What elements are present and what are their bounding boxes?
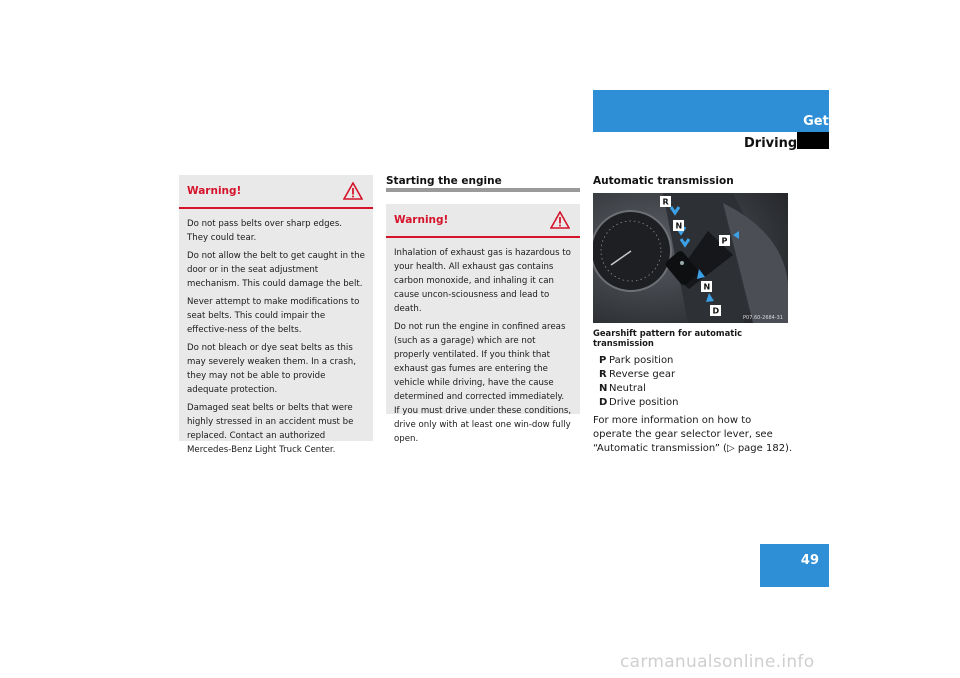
gearshift-illustration	[593, 193, 788, 323]
gear-label-p: P	[721, 236, 728, 246]
legend-key: P	[599, 355, 607, 366]
figure-caption: Gearshift pattern for automatic transmission	[593, 328, 743, 348]
page-number: 49	[800, 553, 819, 568]
warning-title: Warning!	[187, 185, 242, 197]
warning-paragraph: Do not run the engine in confined areas (such as a garage) which are not properly ventilated. If you think that exhaust gas fumes are entering the vehicle while driving, have the cause determined and corrected immediately. If you must drive under these conditions, drive only with at least one win-dow fully open.	[394, 322, 572, 444]
warning-paragraph: Do not pass belts over sharp edges. They could tear.	[187, 219, 343, 243]
section-heading-starting-engine: Starting the engine	[386, 175, 502, 187]
warning-header	[179, 175, 373, 209]
warning-body	[179, 209, 373, 469]
warning-paragraph: Do not bleach or dye seat belts as this may severely weaken them. In a crash, they may not be able to provide adequate protection.	[187, 343, 356, 395]
page-number-box	[760, 544, 829, 587]
footer-watermark: carmanualsonline.info	[620, 652, 815, 672]
warning-paragraph: Inhalation of exhaust gas is hazardous to your health. All exhaust gas contains carbon monoxide, and inhaling it can cause uncon-sciousness and lead to death.	[394, 248, 571, 314]
legend-text: Reverse gear	[609, 369, 676, 380]
more-info-paragraph: For more information on how to operate the gear selector lever, see “Automatic transmission” (▷ page 182).	[593, 415, 793, 454]
legend-text: Park position	[609, 355, 674, 366]
warning-header	[386, 204, 580, 238]
warning-paragraph: Do not allow the belt to get caught in the door or in the seat adjustment mechanism. This could damage the belt.	[187, 251, 365, 289]
warning-paragraph: Never attempt to make modifications to seat belts. This could impair the effective-ness of the belts.	[187, 297, 360, 335]
warning-paragraph: Damaged seat belts or belts that were highly stressed in an accident must be replaced. Contact an authorized Mercedes-Benz Light Truck Center.	[187, 403, 354, 455]
warning-triangle-icon	[343, 182, 363, 200]
gear-legend	[599, 354, 678, 410]
gear-label-d: D	[712, 306, 720, 316]
legend-item	[599, 354, 678, 368]
gear-label-n: N	[675, 221, 683, 231]
warning-box-exhaust	[386, 204, 580, 444]
legend-item	[599, 382, 678, 396]
warning-box-seat-belts	[179, 175, 373, 455]
legend-text: Neutral	[609, 383, 646, 394]
legend-key: N	[599, 383, 608, 394]
section-title: Driving	[744, 136, 798, 151]
legend-key: D	[599, 397, 608, 408]
chapter-title: Getting started	[803, 114, 916, 129]
gearshift-figure	[593, 193, 788, 323]
legend-text: Drive position	[609, 397, 679, 408]
heading-rule	[386, 188, 580, 192]
warning-body	[386, 238, 580, 458]
section-heading-automatic-transmission: Automatic transmission	[593, 175, 734, 187]
legend-item	[599, 396, 678, 410]
figure-code: P07.60-2684-31	[743, 315, 784, 321]
section-marker	[797, 132, 829, 149]
warning-triangle-icon	[550, 211, 570, 229]
legend-item	[599, 368, 678, 382]
warning-title: Warning!	[394, 214, 449, 226]
legend-key: R	[599, 369, 607, 380]
gear-label-n2: N	[703, 282, 711, 292]
header-tab	[593, 90, 829, 132]
gear-label-r: R	[662, 197, 669, 207]
